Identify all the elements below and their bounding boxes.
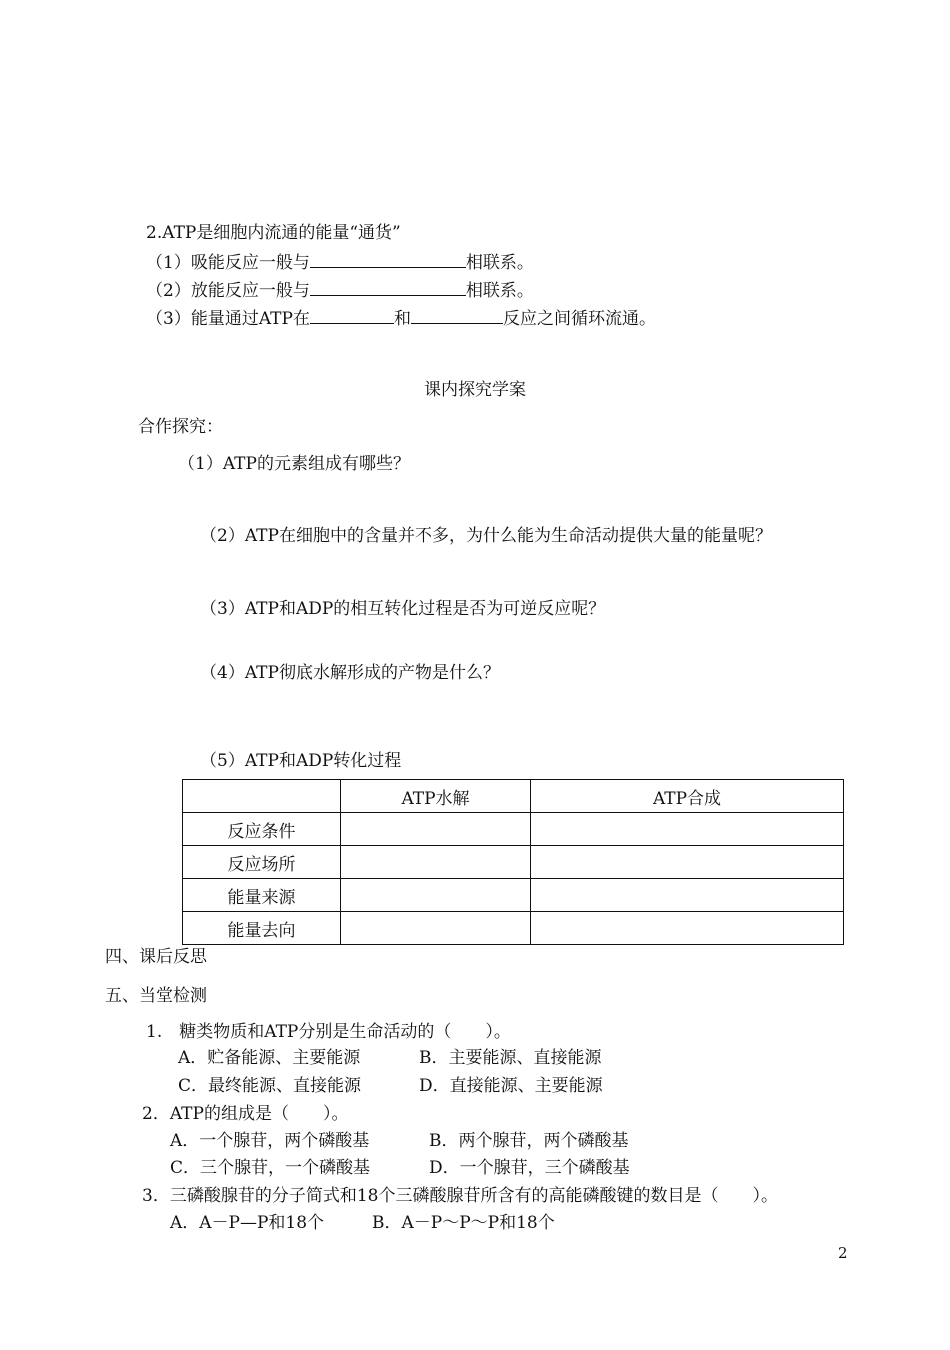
section2-heading: 2.ATP是细胞内流通的能量“通货” <box>146 223 401 243</box>
table-header-cell <box>183 780 341 813</box>
page-number: 2 <box>838 1244 848 1262</box>
fill-line-3 <box>146 307 656 330</box>
table-header-row <box>183 780 844 813</box>
q1-option-b[interactable]: B．主要能源、直接能源 <box>419 1048 602 1068</box>
table-row <box>183 879 844 912</box>
answer-blank[interactable] <box>411 307 503 324</box>
q2-option-a[interactable]: A．一个腺苷，两个磷酸基 <box>170 1131 370 1151</box>
table-cell-empty[interactable] <box>531 912 844 945</box>
section-title: 课内探究学案 <box>424 380 526 400</box>
answer-blank[interactable] <box>310 307 394 324</box>
row-label: 能量来源 <box>183 879 341 912</box>
table-header-cell: ATP合成 <box>531 780 844 813</box>
table-cell-empty[interactable] <box>341 846 531 879</box>
question-4: （4）ATP彻底水解形成的产物是什么？ <box>200 663 500 683</box>
fill-line-3-prefix: （3）能量通过ATP在 <box>146 309 310 329</box>
q2-option-b[interactable]: B．两个腺苷，两个磷酸基 <box>429 1131 629 1151</box>
q3-option-b[interactable]: B．A－P～P～P和18个 <box>372 1213 555 1233</box>
fill-line-2 <box>146 279 534 302</box>
table-cell-empty[interactable] <box>531 813 844 846</box>
q3-option-a[interactable]: A．A－P—P和18个 <box>170 1213 325 1233</box>
q2-option-d[interactable]: D．一个腺苷，三个磷酸基 <box>429 1158 630 1178</box>
question-3: （3）ATP和ADP的相互转化过程是否为可逆反应呢？ <box>200 599 606 619</box>
table-cell-empty[interactable] <box>341 879 531 912</box>
table-row <box>183 846 844 879</box>
q3-stem: 3．三磷酸腺苷的分子简式和18个三磷酸腺苷所含有的高能磷酸键的数目是（ ）。 <box>142 1186 778 1206</box>
fill-line-1-suffix: 相联系。 <box>465 253 534 273</box>
table-cell-empty[interactable] <box>341 912 531 945</box>
table-row <box>183 813 844 846</box>
section4-heading: 四、课后反思 <box>105 947 207 967</box>
q2-stem: 2．ATP的组成是（ ）。 <box>142 1104 349 1124</box>
q2-option-c[interactable]: C．三个腺苷，一个磷酸基 <box>170 1158 371 1178</box>
q1-option-a[interactable]: A．贮备能源、主要能源 <box>178 1048 361 1068</box>
answer-blank[interactable] <box>310 251 466 268</box>
table-cell-empty[interactable] <box>531 846 844 879</box>
question-2: （2）ATP在细胞中的含量并不多，为什么能为生命活动提供大量的能量呢？ <box>200 526 772 546</box>
fill-line-3-suffix: 反应之间循环流通。 <box>502 309 656 329</box>
q1-option-d[interactable]: D．直接能源、主要能源 <box>419 1076 603 1096</box>
row-label: 反应条件 <box>183 813 341 846</box>
row-label: 能量去向 <box>183 912 341 945</box>
q1-stem: 1. 糖类物质和ATP分别是生命活动的（ ）。 <box>146 1022 511 1042</box>
fill-line-1-prefix: （1）吸能反应一般与 <box>146 253 310 273</box>
row-label: 反应场所 <box>183 846 341 879</box>
section5-heading: 五、当堂检测 <box>105 986 207 1006</box>
fill-line-1 <box>146 251 534 274</box>
fill-line-3-middle: 和 <box>393 309 411 329</box>
question-1: （1）ATP的元素组成有哪些？ <box>178 454 410 474</box>
explore-label: 合作探究： <box>138 417 223 437</box>
fill-line-2-prefix: （2）放能反应一般与 <box>146 281 310 301</box>
table-row <box>183 912 844 945</box>
question-5: （5）ATP和ADP转化过程 <box>200 751 402 771</box>
table-cell-empty[interactable] <box>341 813 531 846</box>
fill-line-2-suffix: 相联系。 <box>465 281 534 301</box>
table-header-cell: ATP水解 <box>341 780 531 813</box>
answer-blank[interactable] <box>310 279 466 296</box>
atp-adp-table <box>182 779 844 945</box>
table-cell-empty[interactable] <box>531 879 844 912</box>
q1-option-c[interactable]: C．最终能源、直接能源 <box>178 1076 362 1096</box>
